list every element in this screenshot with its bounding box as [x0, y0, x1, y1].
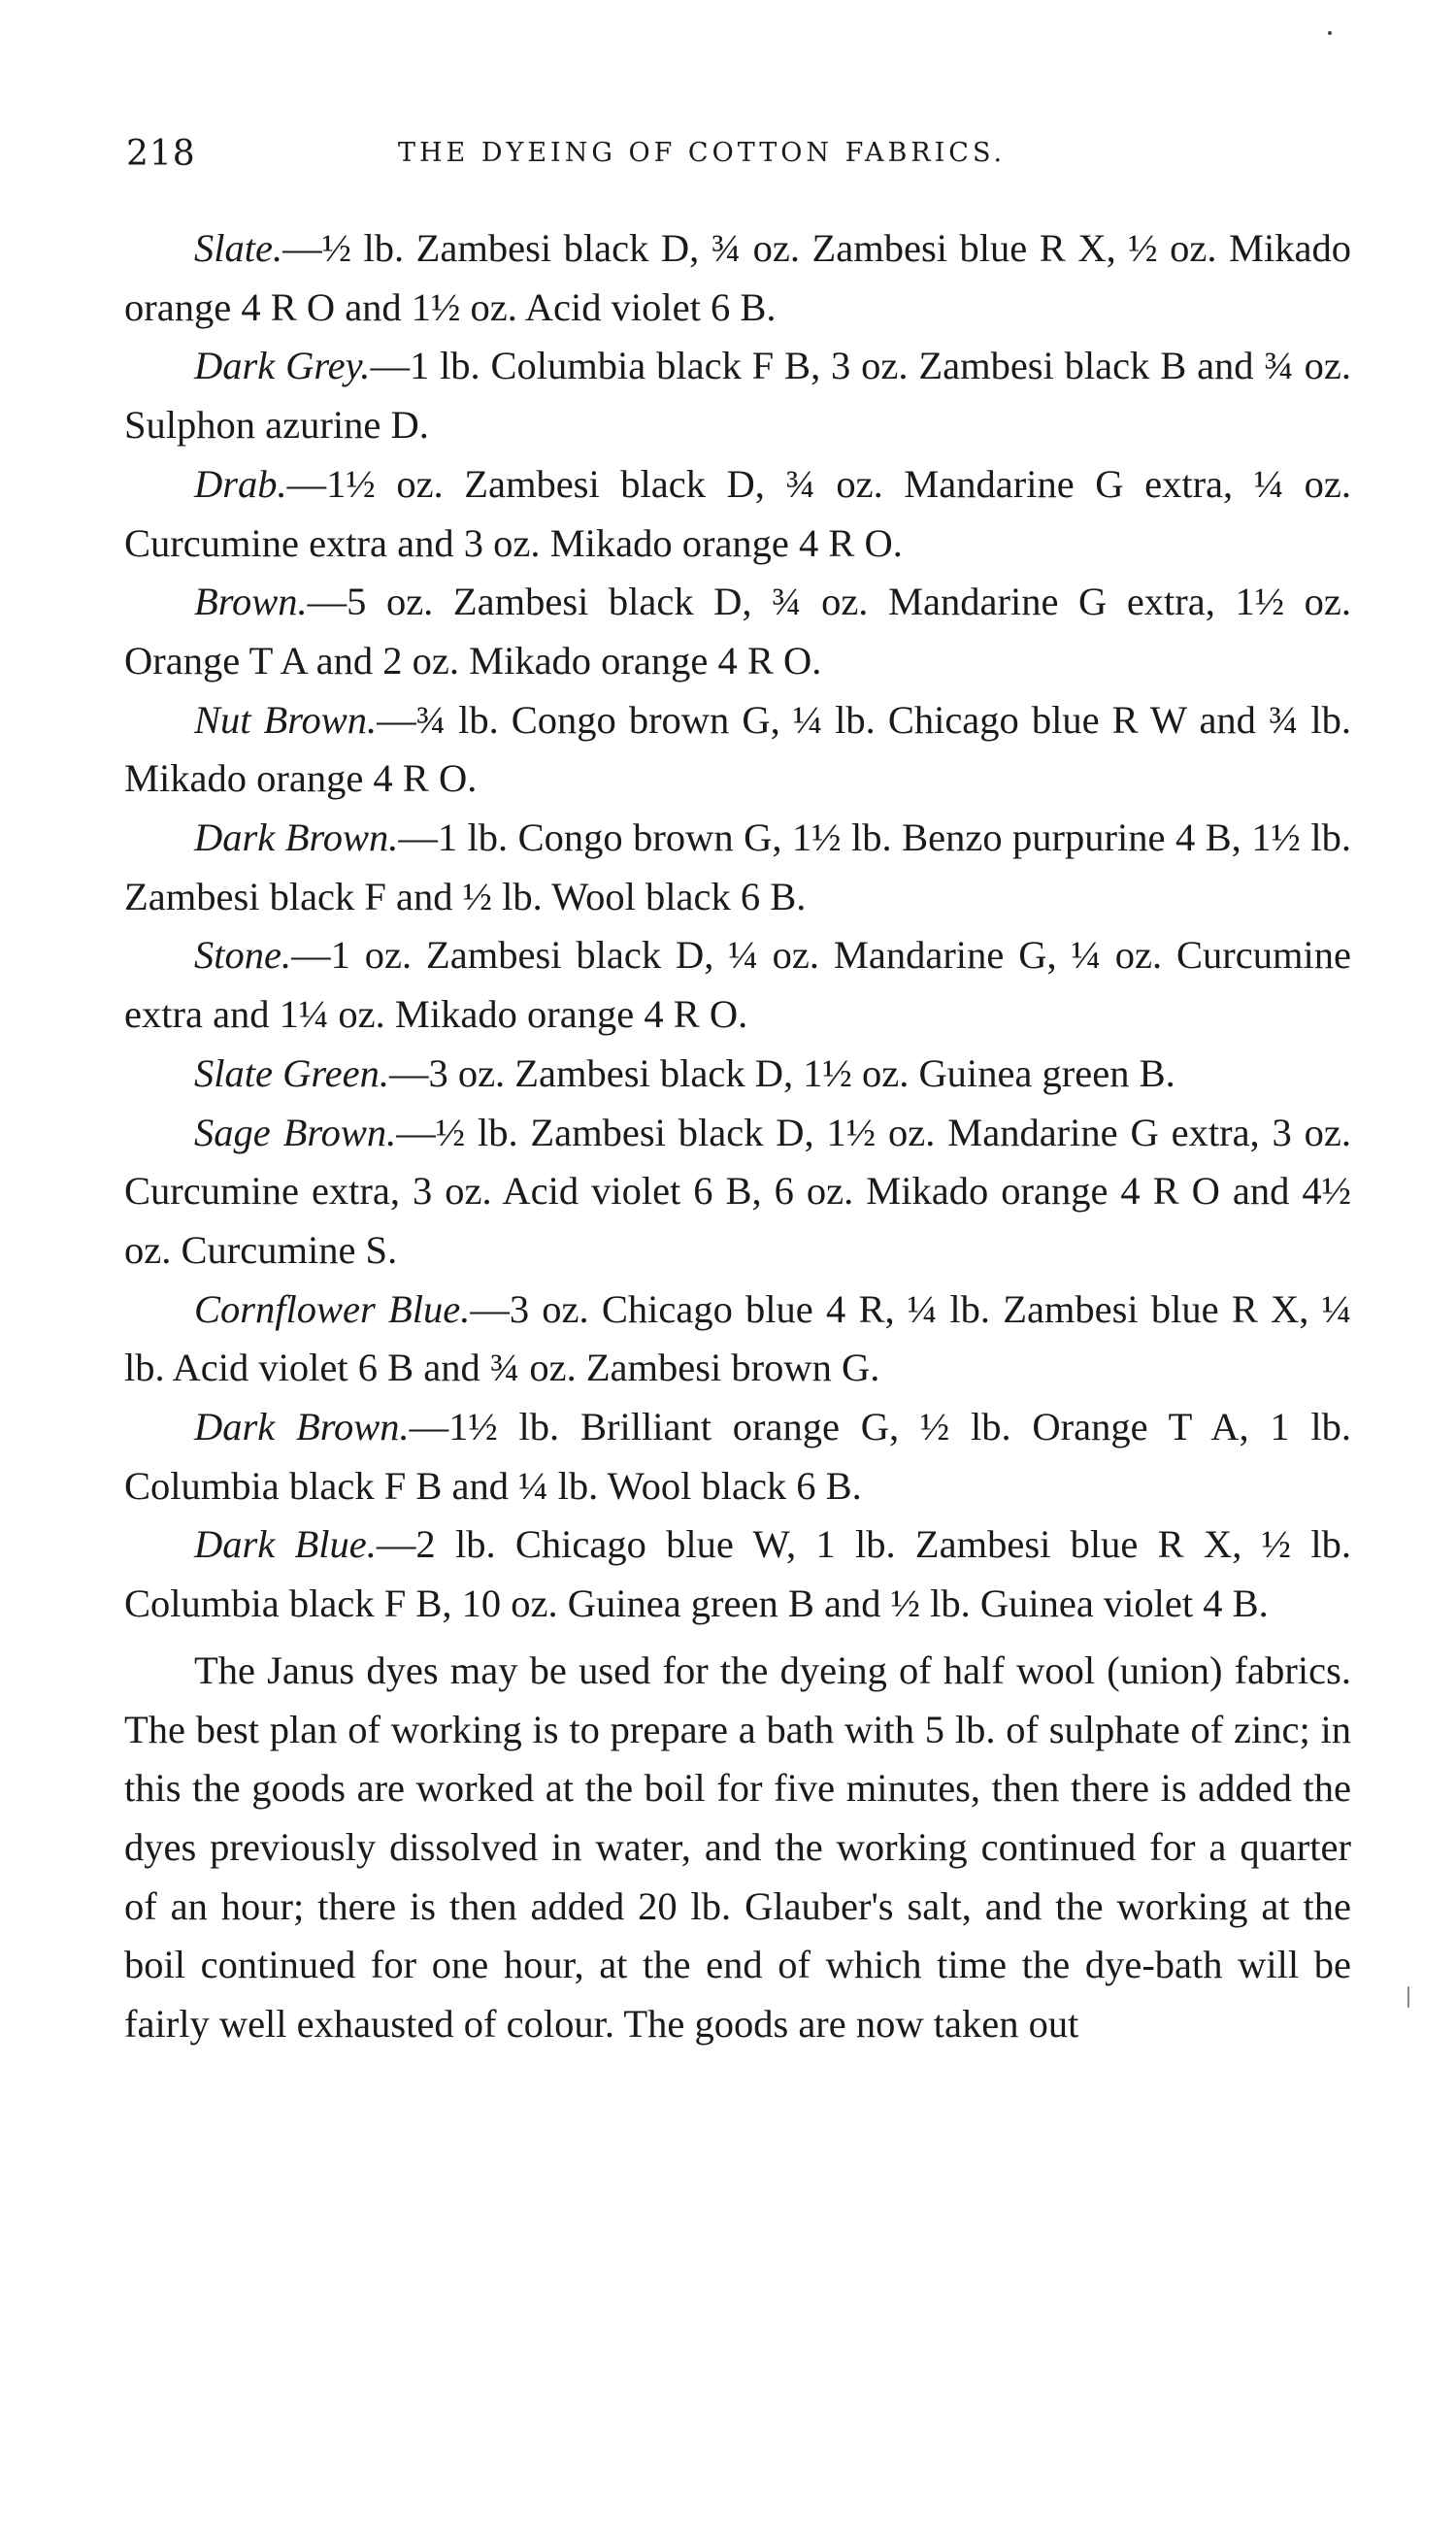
page-header	[126, 134, 1349, 192]
body-paragraph: The Janus dyes may be used for the dyeing of half wool (union) fabrics. The best plan of working is to prepare a bath with 5 lb. of sulphate of zinc; in this the goods are worked at the boil for five minutes, then there is added the dyes previously dissolved in water, and the working continued for a quarter of an hour; there is then added 20 lb. Glauber's salt, and the working at the boil continued for one hour, at the end of which time the dye-bath will be fairly well exhausted of colour. The goods are now taken out	[124, 1648, 1351, 2047]
recipe-name: Nut Brown.	[194, 697, 378, 742]
recipe-entry	[124, 1281, 1351, 1398]
recipe-text: —¾ lb. Congo brown G, ¼ lb. Chicago blue R W and ¾ lb. Mikado orange 4 R O.	[124, 697, 1351, 801]
recipe-entry	[124, 219, 1351, 337]
recipe-entry	[124, 809, 1351, 926]
recipe-entry	[124, 573, 1351, 690]
recipe-entry	[124, 1515, 1351, 1633]
running-title: THE DYEING OF COTTON FABRICS.	[398, 138, 1007, 168]
recipe-name: Dark Grey.	[194, 344, 371, 388]
recipe-name: Stone.	[194, 933, 292, 978]
recipe-text: —1½ oz. Zambesi black D, ¾ oz. Mandarine G extra, ¼ oz. Curcumine extra and 3 oz. Mikado orange 4 R O.	[124, 461, 1351, 565]
recipe-entry	[124, 337, 1351, 454]
page-body	[124, 219, 1351, 2054]
recipe-entry	[124, 926, 1351, 1044]
recipe-text: —3 oz. Zambesi black D, 1½ oz. Guinea green B.	[388, 1050, 1175, 1095]
recipe-name: Slate.	[194, 226, 283, 270]
recipe-entry	[124, 455, 1351, 573]
recipe-name: Sage Brown.	[194, 1110, 397, 1154]
recipe-name: Slate Green.	[194, 1050, 389, 1095]
print-speck	[1328, 31, 1332, 35]
recipe-text: —2 lb. Chicago blue W, 1 lb. Zambesi blue R X, ½ lb. Columbia black F B, 10 oz. Guinea green B and ½ lb. Guinea violet 4 B.	[124, 1522, 1351, 1626]
recipe-text: —5 oz. Zambesi black D, ¾ oz. Mandarine G extra, 1½ oz. Orange T A and 2 oz. Mikado orange 4 R O.	[124, 580, 1351, 682]
recipe-text: —1 oz. Zambesi black D, ¼ oz. Mandarine G, ¼ oz. Curcumine extra and 1¼ oz. Mikado orange 4 R O.	[124, 933, 1351, 1037]
recipe-name: Dark Brown.	[194, 816, 399, 860]
recipe-text: —½ lb. Zambesi black D, 1½ oz. Mandarine G extra, 3 oz. Curcumine extra, 3 oz. Acid violet 6 B, 6 oz. Mikado orange 4 R O and 4½ oz. Curcumine S.	[124, 1110, 1351, 1272]
recipe-text: —½ lb. Zambesi black D, ¾ oz. Zambesi blue R X, ½ oz. Mikado orange 4 R O and 1½ oz. Acid violet 6 B.	[124, 226, 1351, 329]
print-mark	[1407, 1986, 1409, 2008]
recipe-name: Brown.	[194, 580, 308, 624]
recipe-name: Dark Blue.	[194, 1522, 377, 1567]
recipe-name: Cornflower Blue.	[194, 1286, 471, 1331]
recipe-text: —1 lb. Congo brown G, 1½ lb. Benzo purpurine 4 B, 1½ lb. Zambesi black F and ½ lb. Wool black 6 B.	[124, 816, 1351, 918]
recipe-text: —1½ lb. Brilliant orange G, ½ lb. Orange T A, 1 lb. Columbia black F B and ¼ lb. Wool black 6 B.	[124, 1405, 1352, 1508]
recipe-name: Drab.	[194, 461, 287, 506]
recipe-entry	[124, 1045, 1351, 1104]
recipe-entry	[124, 691, 1351, 809]
recipe-entry	[124, 1398, 1351, 1515]
recipe-text: —1 lb. Columbia black F B, 3 oz. Zambesi black B and ¾ oz. Sulphon azurine D.	[124, 344, 1351, 448]
recipe-entry	[124, 1104, 1351, 1281]
recipe-name: Dark Brown.	[194, 1405, 410, 1449]
page-number: 218	[126, 134, 196, 174]
recipe-text: —3 oz. Chicago blue 4 R, ¼ lb. Zambesi blue R X, ¼ lb. Acid violet 6 B and ¾ oz. Zambesi brown G.	[124, 1286, 1351, 1390]
